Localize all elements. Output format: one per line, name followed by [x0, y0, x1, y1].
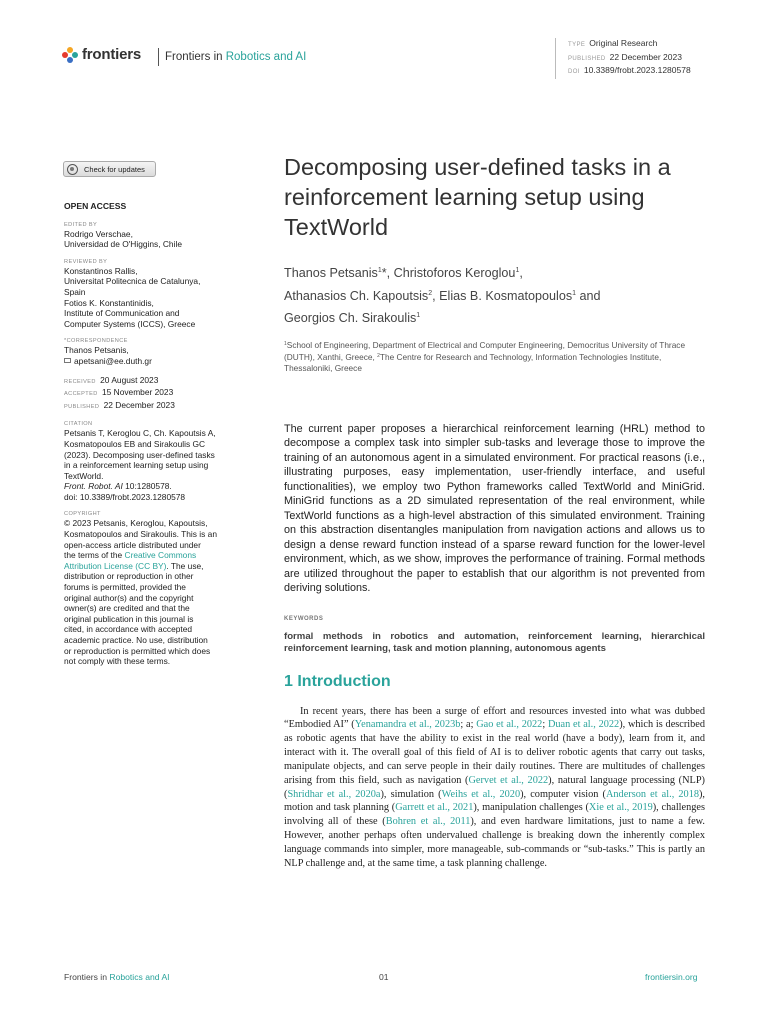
check-for-updates-button[interactable] — [63, 161, 156, 177]
correspondence-email-row[interactable] — [64, 356, 244, 367]
logo-text: frontiers — [82, 46, 142, 63]
published-label: PUBLISHED — [568, 55, 606, 62]
citation-link[interactable]: Xie et al., 2019 — [588, 802, 653, 814]
correspondence-email[interactable]: apetsani@ee.duth.gr — [74, 355, 152, 366]
footer-journal-prefix: Frontiers in — [64, 972, 110, 982]
copyright-text — [64, 518, 244, 666]
copyright-part1: © 2023 Petsanis, Keroglou, Kapoutsis, Kosmatopoulos and Sirakoulis. This is an open-access article distributed under the terms of the — [64, 518, 218, 561]
body-text: ), simulation ( — [380, 788, 442, 800]
author-list — [284, 261, 705, 329]
author-affil-sup: 2 — [428, 289, 433, 297]
footer-journal-name: Robotics and AI — [109, 972, 170, 982]
edited-by: Rodrigo Verschae, Universidad de O'Higgins, Chile — [64, 228, 182, 250]
correspondence-label: *CORRESPONDENCE — [64, 338, 128, 345]
doi-label: DOI — [568, 69, 580, 75]
author[interactable]: Georgios Ch. Sirakoulis — [284, 311, 417, 325]
author-affil-sup: 1 — [377, 267, 382, 274]
copyright-part2: . The use, distribution or reproduction in other forums is permitted, provided the original author(s) and the copyright owner(s) are credited and that the original publication in this journal is cited, in accordance with accepted academic practice. No use, distribution or reproduction is permitted which does not comply with these terms. — [64, 560, 211, 667]
frontiers-logo-icon — [62, 47, 78, 63]
journal-prefix: Frontiers in — [165, 51, 223, 63]
correspondence-name: Thanos Petsanis, — [64, 345, 129, 356]
doi-value[interactable]: 10.3389/frobt.2023.1280578 — [583, 65, 691, 75]
body-text: ), and even hardware limitations, just to name a few. However, another perhaps often undervalued challenge is breaking down the inherently complex language commands into simpler, more manageable, sub-commands or “sub-tasks.” This is partly an NLP challenge and, at the same time, a task planning challenge. — [284, 816, 705, 869]
affiliations — [284, 339, 705, 374]
citation-link[interactable]: Anderson et al., 2018 — [605, 788, 699, 800]
sidebar-published-label: PUBLISHED — [64, 403, 100, 410]
author-affil-sup: 1 — [416, 312, 421, 319]
page-number: 01 — [379, 972, 389, 982]
cc-license-link[interactable]: Creative Commons Attribution License (CC BY) — [64, 550, 197, 571]
mail-icon — [64, 358, 71, 363]
affiliation-2: The Centre for Research and Technology, Information Technologies Institute, Thessaloniki, Greece — [284, 351, 662, 373]
published-value: 22 December 2023 — [609, 51, 682, 62]
body-text: ), natural language processing (NLP) ( — [284, 774, 705, 800]
author-affil-sup: 1 — [515, 267, 520, 274]
footer-journal[interactable] — [64, 972, 170, 982]
copyright-label: COPYRIGHT — [64, 511, 101, 518]
body-text: ), manipulation challenges ( — [473, 802, 589, 814]
affil-sup: 2 — [377, 352, 380, 359]
author[interactable]: Elias B. Kosmatopoulos — [439, 288, 573, 303]
body-text: ), which is described as robotic agents that have the ability to exist in the real world (have a body), learn from it, and interact with it. The overall goal of this field of AI is to deliver robotic agents that carry out tasks, manipulate objects, and can serve people in their daily routines. There are multitudes of challenges arising from this field, such as navigation ( — [284, 719, 705, 786]
citation-link[interactable]: Duan et al., 2022 — [547, 719, 620, 731]
citation-link[interactable]: Weihs et al., 2020 — [441, 788, 521, 800]
keywords: formal methods in robotics and automation, reinforcement learning, hierarchical reinforcement learning, task and motion planning, autonomous agents — [284, 630, 705, 654]
frontiers-logo[interactable] — [62, 46, 141, 63]
journal-name[interactable] — [165, 51, 306, 63]
intro-paragraph — [284, 705, 705, 871]
article-title: Decomposing user-defined tasks in a reinforcement learning setup using TextWorld — [284, 154, 671, 240]
affil-sup: 1 — [284, 340, 287, 347]
body-text: ), motion and task planning ( — [284, 788, 706, 814]
body-text: ; — [542, 719, 548, 731]
accepted-date: 15 November 2023 — [102, 387, 174, 398]
section-heading: 1 Introduction — [284, 672, 391, 690]
author-separator: , — [432, 288, 440, 303]
author[interactable]: Thanos Petsanis — [284, 266, 378, 280]
reviewed-by-label: REVIEWED BY — [64, 258, 108, 265]
citation-link[interactable]: Gao et al., 2022 — [476, 719, 543, 731]
abstract: The current paper proposes a hierarchical reinforcement learning (HRL) method to decompose a complex task into simpler sub-tasks and leverage those to improve the training of an autonomous agent in a simulated environment. For practical reasons (i.e., illustrating purposes, easy implementation, user-friendly interface, and useful functionalities), we employ two Python frameworks called TextWorld and MiniGrid. MiniGrid functions as a 2D simulated representation of the real environment, while TextWorld functions as a high-level abstraction of this simulated environment. Training on this abstraction disentangles manipulation from navigation actions and allows us to design a dense reward function instead of a sparse reward function for the lower-level environment, which, as we show, improves the performance of training. Formal methods are utilized throughout the paper to establish that our algorithm is not prevented from deriving solutions. — [284, 422, 705, 594]
citation-text: Petsanis T, Keroglou C, Ch. Kapoutsis A, Kosmatopoulos EB and Sirakoulis GC (2023). Decomposing user-defined tasks in a reinforcement learning setup using TextWorld. — [64, 428, 216, 481]
citation-link[interactable]: Garrett et al., 2021 — [395, 802, 474, 814]
article-main — [284, 152, 705, 871]
author-separator: , — [519, 266, 523, 280]
body-text: ), computer vision ( — [520, 788, 606, 800]
author-separator: *, — [381, 266, 394, 280]
footer-site-link[interactable]: frontiersin.org — [645, 972, 698, 982]
citation-label: CITATION — [64, 421, 93, 428]
header-divider — [158, 48, 159, 66]
reviewed-by: Konstantinos Rallis, Universitat Politecnica de Catalunya, Spain Fotios K. Konstantinidis, Institute of Communication and Computer Systems (ICCS), Greece — [64, 265, 201, 329]
journal-title: Robotics and AI — [225, 51, 307, 63]
received-label: RECEIVED — [64, 378, 96, 385]
body-text: ), challenges involving all of these ( — [284, 802, 705, 828]
article-meta — [555, 38, 691, 79]
body-text: In recent years, there has been a surge of effort and resources invested into what was dubbed “Embodied AI” ( — [284, 705, 705, 731]
citation-link[interactable]: Gervet et al., 2022 — [468, 774, 549, 786]
type-value: Original Research — [589, 38, 658, 48]
check-updates-label: Check for updates — [84, 164, 145, 174]
citation-journal: Front. Robot. AI — [64, 481, 123, 492]
body-text: ; a; — [460, 719, 477, 731]
author[interactable]: Christoforos Keroglou — [393, 266, 516, 280]
author-affil-sup: 1 — [572, 289, 577, 297]
accepted-label: ACCEPTED — [64, 391, 98, 398]
citation-journal-row — [64, 481, 244, 492]
received-date: 20 August 2023 — [100, 374, 159, 385]
sidebar-published-date: 22 December 2023 — [103, 399, 175, 410]
open-access-label: OPEN ACCESS — [64, 201, 127, 211]
author[interactable]: Athanasios Ch. Kapoutsis — [284, 288, 429, 303]
article-dates — [64, 375, 244, 413]
check-updates-icon — [67, 164, 78, 175]
type-label: TYPE — [568, 42, 586, 48]
citation-link[interactable]: Yenamandra et al., 2023b — [354, 719, 461, 731]
affiliation-1: School of Engineering, Department of Electrical and Computer Engineering, Democritus University of Thrace (DUTH), Xanthi, Greece, — [284, 339, 686, 362]
author-separator: and — [576, 288, 601, 303]
article-sidebar — [64, 201, 244, 667]
citation-volume: 10:1280578. — [122, 481, 172, 492]
edited-by-label: EDITED BY — [64, 221, 98, 228]
citation-link[interactable]: Shridhar et al., 2020a — [287, 788, 381, 800]
citation-doi[interactable]: doi: 10.3389/frobt.2023.1280578 — [64, 491, 186, 502]
citation-link[interactable]: Bohren et al., 2011 — [385, 816, 471, 828]
keywords-label: KEYWORDS — [284, 615, 324, 622]
